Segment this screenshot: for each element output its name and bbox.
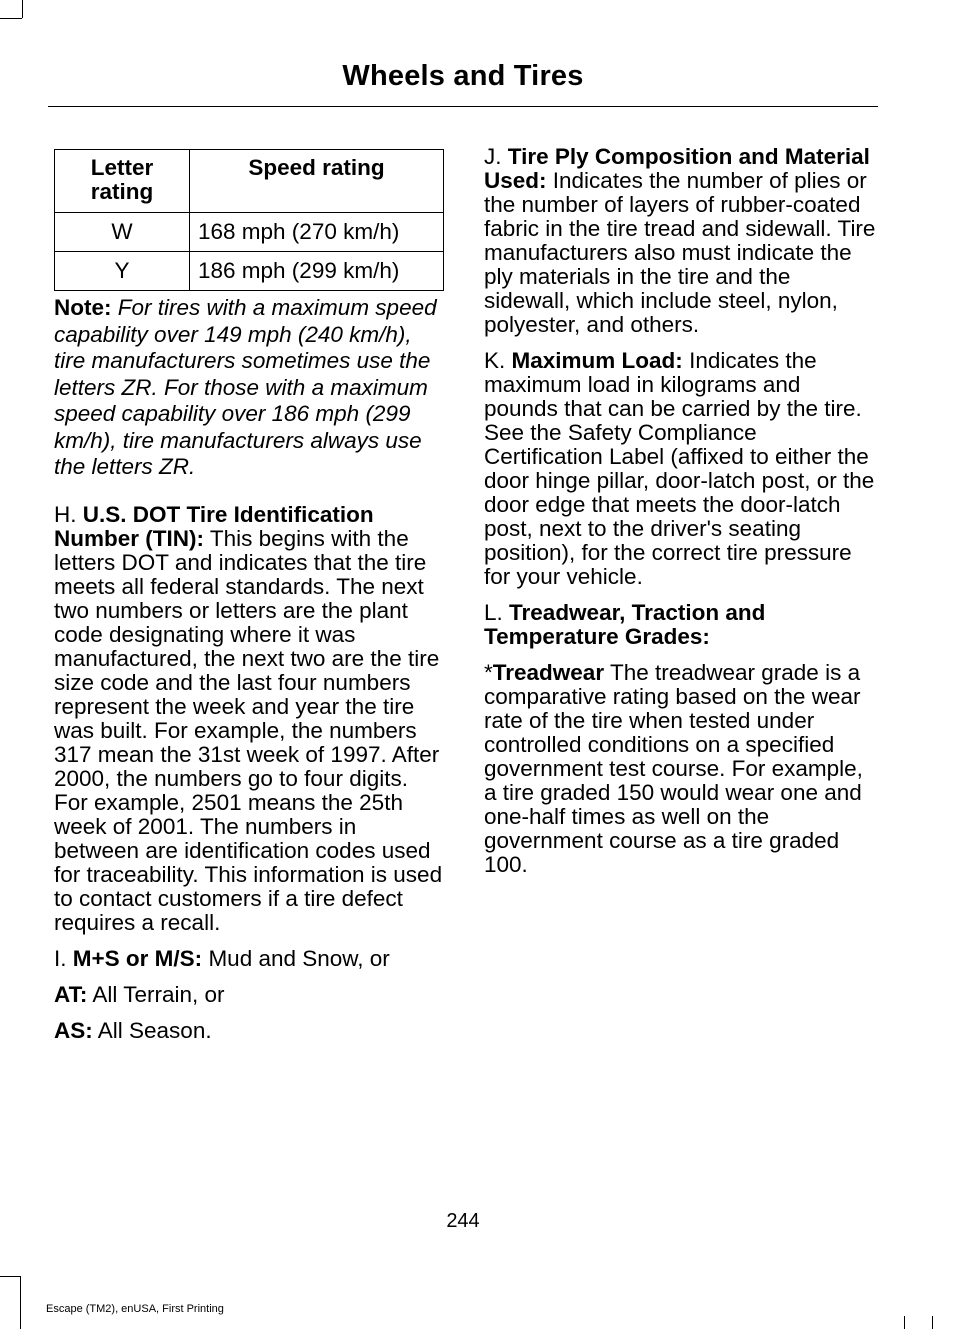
section-k-title: Maximum Load: bbox=[511, 348, 683, 373]
crop-mark bbox=[904, 1316, 905, 1329]
section-h-text: This begins with the letters DOT and indicates that the tire meets all federal standards. The next two numbers or letters are the plant code designating where it was manufactured, the next two are the tire size code and the last four numbers represent the week and year the tire was built. For example, the numbers 317 mean the 31st week of 1997. After 2000, the numbers go to four digits. For example, 2501 means the 25th week of 2001. The numbers in between are identification codes used for traceability. This information is used to contact customers if a tire defect requires a recall. bbox=[54, 525, 443, 935]
table-row bbox=[55, 252, 444, 291]
treadwear-paragraph bbox=[484, 661, 876, 877]
section-k-prefix: K. bbox=[484, 348, 506, 373]
note-text: For tires with a maximum speed capability over 149 mph (240 km/h), tire manufacturers sometimes use the letters ZR. For those with a maximum speed capability over 186 mph (299 km/h), tire manufacturers always use the letters ZR. bbox=[54, 295, 437, 479]
section-j-title: Tire Ply Composition and Material Used: bbox=[484, 144, 870, 193]
table-cell-letter: Y bbox=[55, 252, 190, 291]
page-number: 244 bbox=[446, 1210, 480, 1232]
section-i-paragraph bbox=[54, 947, 444, 971]
speed-rating-table bbox=[54, 149, 444, 291]
section-i-title: M+S or M/S: bbox=[72, 945, 203, 971]
section-at-text: All Terrain, or bbox=[92, 981, 225, 1007]
right-column bbox=[484, 145, 876, 889]
treadwear-title: Treadwear bbox=[492, 660, 605, 685]
section-l-paragraph bbox=[484, 601, 876, 649]
table-cell-speed: 186 mph (299 km/h) bbox=[190, 252, 444, 291]
section-h-paragraph bbox=[54, 503, 444, 935]
section-h-prefix: H. bbox=[54, 501, 77, 527]
page-title: Wheels and Tires bbox=[342, 60, 584, 92]
crop-mark bbox=[0, 1276, 20, 1277]
table-header-letter: Letter rating bbox=[55, 150, 190, 213]
table-header-speed: Speed rating bbox=[190, 150, 444, 213]
table-cell-speed: 168 mph (270 km/h) bbox=[190, 213, 444, 252]
section-j-paragraph bbox=[484, 145, 876, 337]
section-k-text: Indicates the maximum load in kilograms and pounds that can be carried by the tire. See the Safety Compliance Certification Label (affixed to either the door hinge pillar, door-latch post, or the door edge that meets the door-latch post, next to the driver's seating position), for the correct tire pressure for your vehicle. bbox=[484, 348, 875, 589]
section-as-paragraph bbox=[54, 1019, 444, 1043]
table-header-row bbox=[55, 150, 444, 213]
section-i-text: Mud and Snow, or bbox=[208, 945, 390, 971]
section-k-paragraph bbox=[484, 349, 876, 589]
section-l-title: Treadwear, Traction and Temperature Grades: bbox=[484, 600, 766, 649]
left-column bbox=[54, 145, 444, 1055]
section-as-title: AS: bbox=[54, 1017, 93, 1043]
header-divider bbox=[48, 106, 878, 107]
section-at-title: AT: bbox=[54, 981, 88, 1007]
crop-mark bbox=[932, 1316, 933, 1329]
section-h-title: U.S. DOT Tire Identification Number (TIN): bbox=[54, 501, 374, 551]
treadwear-prefix: * bbox=[484, 660, 493, 685]
note-label: Note: bbox=[54, 295, 112, 320]
section-j-text: Indicates the number of plies or the number of layers of rubber-coated fabric in the tire tread and sidewall. Tire manufacturers also must indicate the ply materials in the tire and the sidewall, which include steel, nylon, polyester, and others. bbox=[484, 168, 876, 337]
crop-mark bbox=[22, 0, 23, 18]
crop-mark bbox=[0, 18, 22, 19]
section-as-text: All Season. bbox=[97, 1017, 212, 1043]
section-at-paragraph bbox=[54, 983, 444, 1007]
table-row bbox=[55, 213, 444, 252]
section-i-prefix: I. bbox=[54, 945, 67, 971]
treadwear-text: The treadwear grade is a comparative rating based on the wear rate of the tire when tested under controlled conditions on a specified government test course. For example, a tire graded 150 would wear one and one-half times as well on the government course as a tire graded 100. bbox=[484, 660, 863, 877]
section-l-prefix: L. bbox=[484, 600, 503, 625]
section-j-prefix: J. bbox=[484, 144, 502, 169]
note-paragraph bbox=[54, 295, 444, 481]
footer-text: Escape (TM2), enUSA, First Printing bbox=[46, 1303, 224, 1315]
table-cell-letter: W bbox=[55, 213, 190, 252]
crop-mark bbox=[20, 1276, 21, 1329]
